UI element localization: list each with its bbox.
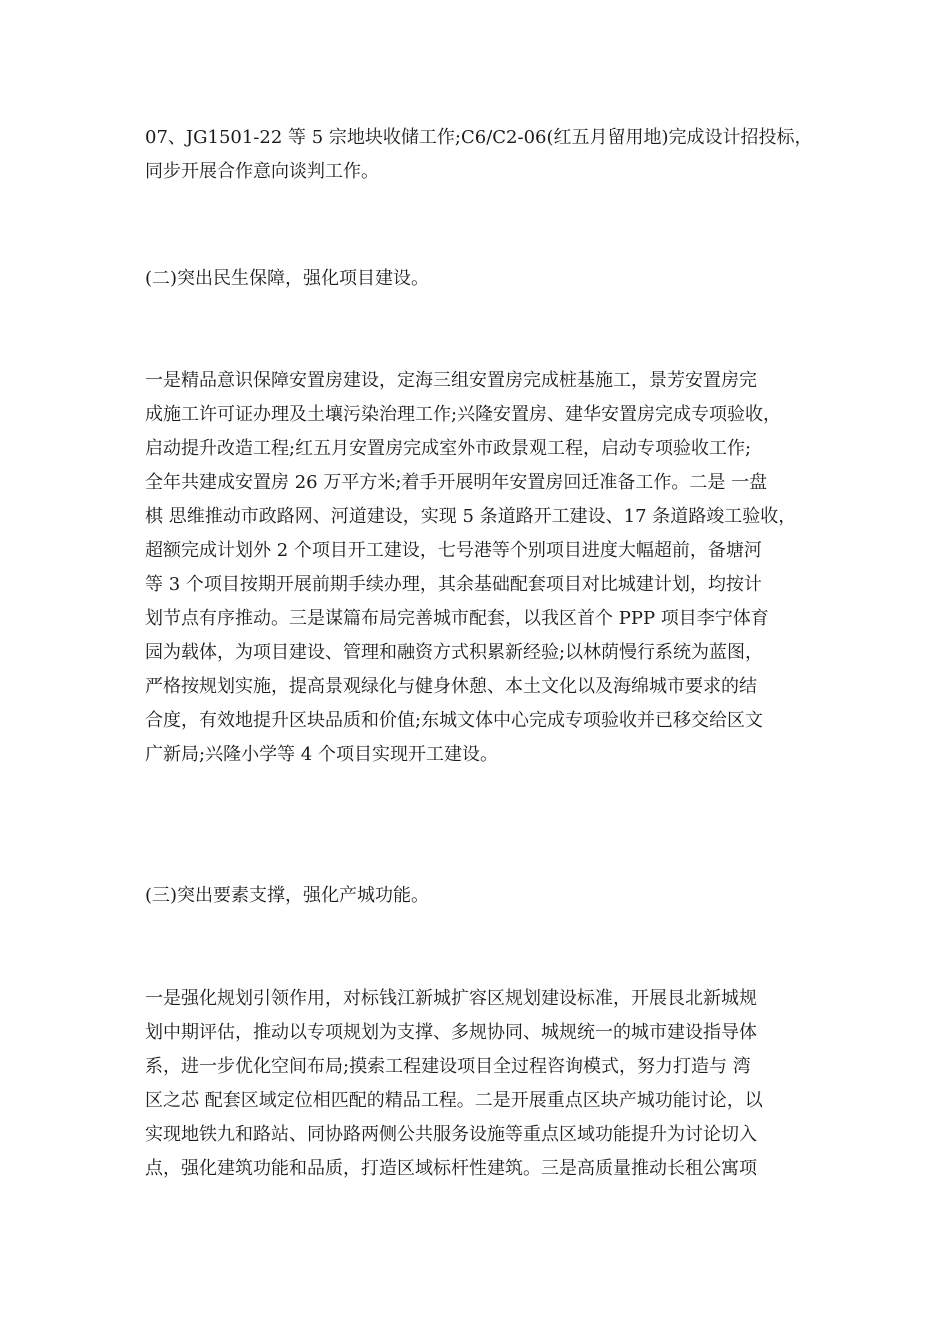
text-line: 等 3 个项目按期开展前期手续办理，其余基础配套项目对比城建计划，均按计 bbox=[145, 574, 762, 595]
text-line: 成施工许可证办理及土壤污染治理工作;兴隆安置房、建华安置房完成专项验收， bbox=[145, 404, 782, 425]
paragraph-continuation bbox=[145, 121, 825, 189]
section-heading-3 bbox=[145, 879, 825, 913]
text-line: 超额完成计划外 2 个项目开工建设，七号港等个别项目进度大幅超前，备塘河 bbox=[145, 540, 762, 561]
text-line: 点，强化建筑功能和品质，打造区域标杆性建筑。三是高质量推动长租公寓项 bbox=[145, 1158, 757, 1179]
paragraph-elements bbox=[145, 982, 825, 1186]
text-line: 园为载体，为项目建设、管理和融资方式积累新经验;以林荫慢行系统为蓝图， bbox=[145, 642, 764, 663]
text-line: 07、JG1501-22 等 5 宗地块收储工作;C6/C2-06(红五月留用地)完成设计招投标， bbox=[145, 127, 813, 148]
text-line: 一是强化规划引领作用，对标钱江新城扩容区规划建设标准，开展艮北新城规 bbox=[145, 988, 757, 1009]
text-line: 划节点有序推动。三是谋篇布局完善城市配套，以我区首个 PPP 项目李宁体育 bbox=[145, 608, 769, 629]
text-line: 合度，有效地提升区块品质和价值;东城文体中心完成专项验收并已移交给区文 bbox=[145, 710, 764, 731]
section-heading-2 bbox=[145, 262, 825, 296]
text-line: 广新局;兴隆小学等 4 个项目实现开工建设。 bbox=[145, 744, 498, 765]
heading-text: (二)突出民生保障，强化项目建设。 bbox=[145, 268, 430, 289]
text-line: 实现地铁九和路站、同协路两侧公共服务设施等重点区域功能提升为讨论切入 bbox=[145, 1124, 757, 1145]
text-line: 同步开展合作意向谈判工作。 bbox=[145, 161, 379, 182]
text-line: 启动提升改造工程;红五月安置房完成室外市政景观工程，启动专项验收工作; bbox=[145, 438, 752, 459]
text-line: 系，进一步优化空间布局;摸索工程建设项目全过程咨询模式，努力打造与 湾 bbox=[145, 1056, 751, 1077]
heading-text: (三)突出要素支撑，强化产城功能。 bbox=[145, 885, 430, 906]
text-line: 划中期评估，推动以专项规划为支撑、多规协同、城规统一的城市建设指导体 bbox=[145, 1022, 757, 1043]
paragraph-livelihood bbox=[145, 364, 825, 772]
text-line: 棋 思维推动市政路网、河道建设，实现 5 条道路开工建设、17 条道路竣工验收， bbox=[145, 506, 797, 527]
text-line: 区之芯 配套区域定位相匹配的精品工程。二是开展重点区块产城功能讨论，以 bbox=[145, 1090, 763, 1111]
text-line: 严格按规划实施，提高景观绿化与健身休憩、本土文化以及海绵城市要求的结 bbox=[145, 676, 757, 697]
text-line: 一是精品意识保障安置房建设，定海三组安置房完成桩基施工，景芳安置房完 bbox=[145, 370, 757, 391]
text-line: 全年共建成安置房 26 万平方米;着手开展明年安置房回迁准备工作。二是 一盘 bbox=[145, 472, 768, 493]
